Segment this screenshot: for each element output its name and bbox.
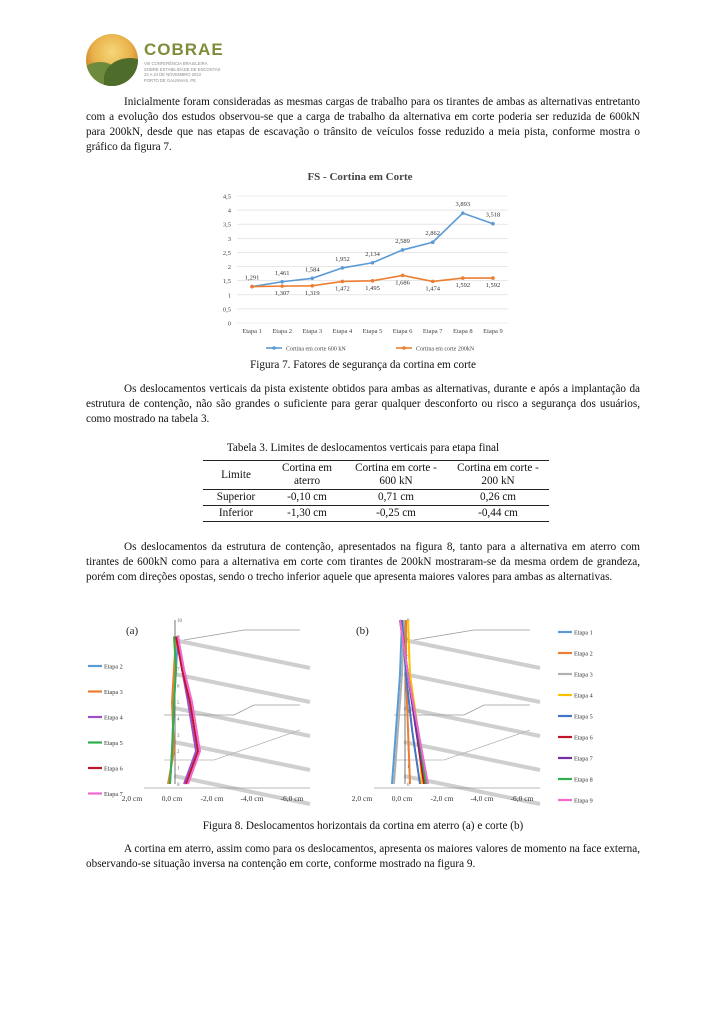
y-tick-label: 8: [407, 637, 410, 643]
data-label: 1,495: [365, 284, 380, 292]
legend-marker: [402, 346, 406, 350]
x-tick-label: Etapa 8: [452, 328, 473, 335]
x-tick-label: Etapa 3: [302, 328, 323, 335]
table-cell: -0,25 cm: [345, 506, 447, 522]
chart-title: FS - Cortina em Corte: [307, 171, 413, 183]
paragraph-1: Inicialmente foram consideradas as mesmas cargas de trabalho para os tirantes de ambas as alternativas entretanto com a evolução dos estudos observou-se que a carga de trabalho da alternativa em corte poderia ser reduzida de 600kN para 200kN, desde que nas etapas de escavação o trânsito de veículos fosse reduzido a meia pista, conforme mostra o gráfico da figura 7.: [86, 96, 640, 153]
data-label: 1,952: [335, 255, 350, 263]
cobrae-logo: [86, 34, 246, 86]
data-label: 1,686: [395, 279, 410, 287]
table-header-row: [203, 461, 549, 490]
legend-entry: Etapa 1: [574, 629, 593, 637]
table-cell: 0,71 cm: [345, 490, 447, 506]
data-label: 1,307: [274, 290, 290, 298]
data-point: [371, 261, 375, 265]
x-tick-label: -6,0 cm: [510, 794, 534, 803]
figure-7-caption: Figura 7. Fatores de segurança da cortina em corte: [250, 359, 476, 371]
data-point: [431, 280, 435, 284]
y-tick-label: 1: [407, 764, 410, 770]
y-tick-label: 3: [227, 235, 231, 243]
legend-marker: [272, 346, 276, 350]
legend-entry: Etapa 5: [574, 713, 593, 721]
anchor-line: [404, 640, 540, 668]
data-label: 1,592: [455, 282, 471, 290]
data-point: [310, 284, 314, 288]
paragraph-4: A cortina em aterro, assim como para os deslocamentos, apresenta os maiores valores de momento na face externa, observando-se situação inversa na contenção em corte, conforme mostrado na figura 9.: [86, 843, 640, 870]
data-point: [461, 276, 465, 280]
data-point: [341, 280, 345, 284]
paragraph-2: Os deslocamentos verticais da pista existente obtidos para ambas as alternativas, durante e após a implantação da estrutura de contenção, não são grandes o suficiente para gerar qualquer desconforto ou risco a segurança dos usuários, como mostrado na tabela 3.: [86, 383, 640, 425]
table-header-cell: Cortina em corte - 200 kN: [447, 461, 549, 490]
data-label: 1,472: [335, 285, 350, 293]
data-label: 3,518: [485, 211, 501, 219]
legend-entry: Cortina em corte 600 kN: [286, 346, 346, 353]
anchor-line: [404, 674, 540, 702]
y-tick-label: 6: [177, 684, 180, 690]
series-line: [394, 620, 404, 784]
data-label: 1,319: [304, 289, 320, 297]
y-tick-label: 9: [177, 635, 180, 641]
data-point: [401, 274, 405, 278]
y-tick-label: 6: [407, 673, 410, 679]
data-point: [401, 248, 405, 252]
data-label: 1,584: [304, 266, 320, 274]
data-point: [491, 222, 495, 226]
table-cell: Superior: [203, 490, 269, 506]
table-cell: -1,30 cm: [269, 506, 345, 522]
y-tick-label: 2: [407, 746, 410, 752]
panel-label: (a): [126, 625, 139, 637]
x-tick-label: Etapa 5: [362, 328, 383, 335]
y-tick-label: 5: [407, 691, 410, 697]
data-point: [310, 276, 314, 280]
data-point: [250, 285, 254, 289]
y-tick-label: 3,5: [222, 221, 231, 229]
y-tick-label: 8: [177, 651, 180, 657]
data-label: 2,589: [395, 237, 410, 245]
y-tick-label: 3: [177, 733, 180, 739]
table-header-cell: Cortina em corte - 600 kN: [345, 461, 447, 490]
y-tick-label: 0: [407, 783, 410, 788]
y-tick-label: 1: [227, 292, 231, 300]
table-header-cell: Cortina em aterro: [269, 461, 345, 490]
legend-entry: Etapa 4: [104, 714, 123, 722]
y-tick-label: 2,5: [222, 249, 231, 257]
logo-title: COBRAE: [144, 40, 224, 59]
table-row: [203, 506, 549, 522]
logo-emblem-icon: [86, 34, 138, 86]
data-label: 3,893: [455, 201, 471, 209]
y-tick-label: 4: [227, 207, 231, 215]
legend-entry: Etapa 9: [574, 797, 593, 805]
x-tick-label: Etapa 1: [242, 328, 262, 335]
y-tick-label: 2: [227, 264, 231, 272]
y-tick-label: 1: [177, 766, 180, 772]
table-3: [203, 460, 549, 522]
y-tick-label: 7: [177, 668, 180, 674]
figure-8-chart: [86, 610, 646, 820]
legend-entry: Etapa 3: [104, 688, 123, 696]
x-tick-label: 0,0 cm: [161, 794, 183, 803]
y-tick-label: 5: [177, 701, 180, 706]
x-tick-label: -4,0 cm: [240, 794, 264, 803]
x-tick-label: -4,0 cm: [470, 794, 494, 803]
anchor-line: [174, 640, 310, 668]
data-point: [461, 211, 465, 215]
legend-entry: Etapa 3: [574, 671, 593, 679]
data-label: 2,862: [425, 230, 441, 238]
paragraph-3: Os deslocamentos da estrutura de contenção, apresentados na figura 8, tanto para a alternativa em aterro com tirantes de 600kN como para a alternativa em corte com tirantes de 200kN mostraram-se da mesma ordem de grandeza, porém com direções opostas, sendo o trecho inferior aquele que apresenta maiores valores para ambas as alternativas.: [86, 541, 640, 583]
table-cell: Inferior: [203, 506, 269, 522]
y-tick-label: 2: [177, 750, 180, 756]
y-tick-label: 0: [227, 320, 231, 328]
data-label: 2,134: [365, 250, 380, 258]
table-cell: -0,44 cm: [447, 506, 549, 522]
ground-line: [414, 630, 530, 640]
y-tick-label: 4,5: [222, 193, 231, 201]
y-tick-label: 3: [407, 728, 410, 734]
data-point: [491, 276, 495, 280]
x-tick-label: -2,0 cm: [200, 794, 224, 803]
panel-label: (b): [356, 625, 369, 637]
table-row: [203, 490, 549, 506]
ground-line: [184, 630, 300, 640]
x-tick-label: Etapa 7: [422, 328, 443, 335]
x-tick-label: 2,0 cm: [121, 794, 143, 803]
data-point: [371, 279, 375, 283]
legend-entry: Etapa 7: [574, 755, 593, 763]
figure-8-caption: Figura 8. Deslocamentos horizontais da cortina em aterro (a) e corte (b): [202, 820, 524, 832]
y-tick-label: 0,5: [222, 306, 231, 314]
x-tick-label: 0,0 cm: [391, 794, 413, 803]
table-cell: -0,10 cm: [269, 490, 345, 506]
legend-entry: Etapa 8: [574, 776, 593, 784]
x-tick-label: Etapa 2: [272, 328, 293, 335]
data-label: 1,592: [485, 282, 501, 290]
table-3-caption: Tabela 3. Limites de deslocamentos verticais para etapa final: [226, 442, 500, 454]
table-header-cell: Limite: [203, 461, 269, 490]
legend-entry: Etapa 2: [104, 663, 123, 671]
x-tick-label: Etapa 4: [332, 328, 353, 335]
y-tick-label: 0: [177, 783, 180, 788]
y-tick-label: 4: [407, 710, 410, 716]
anchor-line: [404, 708, 540, 736]
y-tick-label: 4: [177, 717, 180, 723]
legend-entry: Cortina em corte 200kN: [416, 346, 475, 353]
legend-entry: Etapa 2: [574, 650, 593, 658]
anchor-line: [174, 674, 310, 702]
legend-entry: Etapa 5: [104, 739, 123, 747]
data-point: [341, 266, 345, 270]
legend-entry: Etapa 7: [104, 790, 123, 798]
y-tick-label: 1,5: [222, 278, 231, 286]
y-tick-label: 10: [177, 619, 182, 624]
y-tick-label: 9: [407, 619, 410, 624]
x-tick-label: -6,0 cm: [280, 794, 304, 803]
x-tick-label: -2,0 cm: [430, 794, 454, 803]
logo-subtitle: VIII CONFERÊNCIA BRASILEIRA SOBRE ESTABILIDADE DE ENCOSTAS 22 A 24 DE NOVEMBRO 2022 PORTO DE GALINHAS, PE: [144, 61, 221, 83]
table-cell: 0,26 cm: [447, 490, 549, 506]
legend-entry: Etapa 4: [574, 692, 593, 700]
data-point: [280, 280, 284, 284]
data-label: 1,461: [274, 269, 290, 277]
figure-7-chart: [200, 166, 520, 356]
y-tick-label: 7: [407, 655, 410, 661]
data-point: [280, 284, 284, 288]
x-tick-label: 2,0 cm: [351, 794, 373, 803]
data-point: [431, 240, 435, 244]
data-label: 1,474: [425, 285, 441, 293]
legend-entry: Etapa 6: [574, 734, 593, 742]
x-tick-label: Etapa 9: [483, 328, 503, 335]
legend-entry: Etapa 6: [104, 765, 123, 773]
x-tick-label: Etapa 6: [392, 328, 413, 335]
data-label: 1,291: [244, 274, 260, 282]
